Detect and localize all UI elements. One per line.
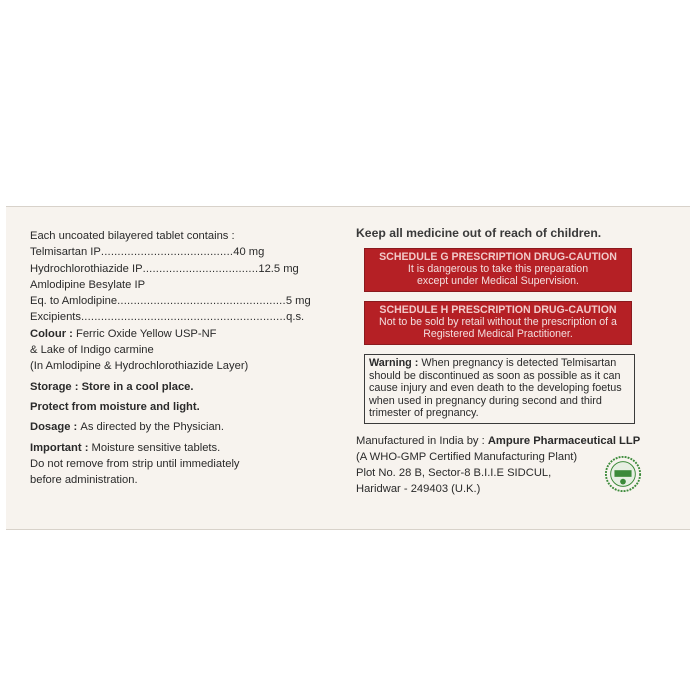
dosage-line: Dosage : As directed by the Physician. [30, 421, 225, 434]
colour-line-2: & Lake of Indigo carmine [30, 344, 154, 357]
protect-line: Protect from moisture and light. [30, 400, 200, 413]
carton-panel [6, 206, 690, 530]
manufacturer-info [356, 433, 641, 497]
schedule-g-heading: SCHEDULE G PRESCRIPTION DRUG-CAUTION [379, 251, 617, 263]
important-line: Important : Moisture sensitive tablets. [30, 441, 221, 454]
schedule-h-line-2: Registered Medical Practitioner. [423, 328, 573, 340]
eq-amlodipine-line: Eq. to Amlodipine ................................................... 5 mg [30, 295, 311, 308]
manufacturer-line-1: Manufactured in India by : Ampure Pharmaceutical LLP [356, 434, 641, 447]
manufacturer-line-2: (A WHO-GMP Certified Manufacturing Plant) [356, 450, 578, 463]
composition-intro: Each uncoated bilayered tablet contains : [30, 230, 235, 242]
schedule-g-line-1: It is dangerous to take this preparation [407, 263, 589, 275]
schedule-h-line-1: Not to be sold by retail without the prescription of a [379, 316, 617, 328]
schedule-g-box [364, 248, 632, 292]
composition-section [30, 229, 330, 489]
warning-label: Warning : [369, 357, 422, 369]
colour-line: Colour : Ferric Oxide Yellow USP-NF [30, 327, 217, 340]
storage-line: Storage : Store in a cool place. [30, 380, 194, 393]
schedule-h-box [364, 301, 632, 345]
schedule-h-heading: SCHEDULE H PRESCRIPTION DRUG-CAUTION [379, 304, 617, 316]
telmisartan-line: Telmisartan IP ........................................ 40 mg [30, 246, 265, 259]
colour-line-3: (In Amlodipine & Hydrochlorothiazide Layer) [30, 360, 249, 373]
warning-text: When pregnancy is detected Telmisartan should be discontinued as soon as possible as it can cause injury and even death to the developing foetus when used in pregnancy during second and third trimester of pregnancy. [369, 357, 622, 420]
manufacturer-line-3: Plot No. 28 B, Sector-8 B.I.I.E SIDCUL, [356, 466, 552, 479]
important-line-3: before administration. [30, 474, 138, 487]
excipients-line: Excipients .............................................................. q.s. [30, 311, 305, 324]
important-line-2: Do not remove from strip until immediately [30, 457, 240, 470]
schedule-g-line-2: except under Medical Supervision. [417, 275, 579, 287]
warning-box [364, 354, 635, 424]
caution-section [356, 226, 641, 497]
hctz-line: Hydrochlorothiazide IP ................................... 12.5 mg [30, 262, 299, 275]
manufacturer-company: Ampure Pharmaceutical LLP [487, 434, 641, 447]
manufacturer-line-4: Haridwar - 249403 (U.K.) [356, 482, 481, 495]
keep-out-of-reach: Keep all medicine out of reach of children. [356, 226, 602, 240]
who-gmp-seal-icon [604, 455, 642, 493]
amlodipine-line: Amlodipine Besylate IP [30, 278, 146, 291]
